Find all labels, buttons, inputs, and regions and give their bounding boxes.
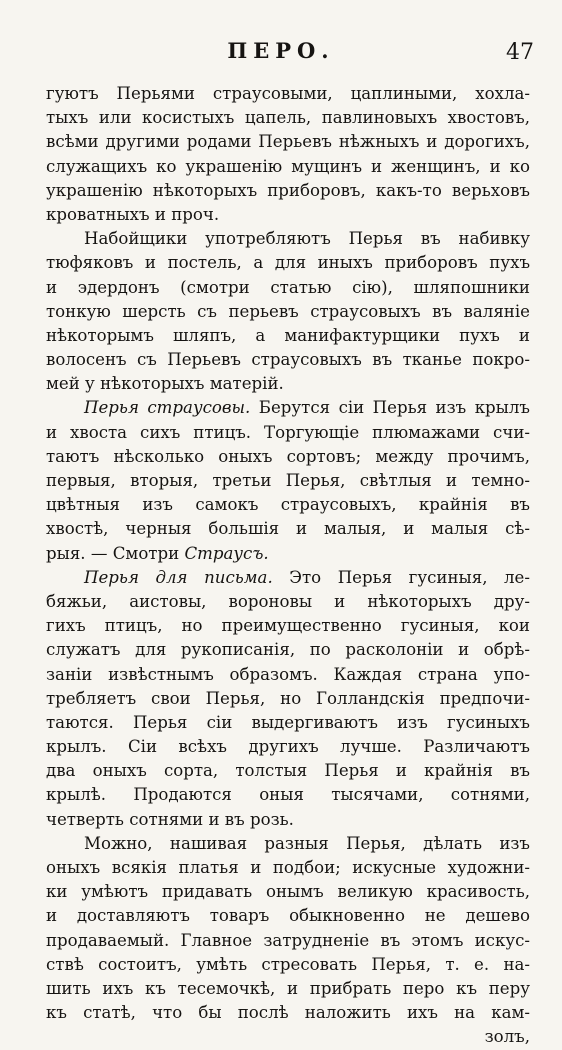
text-line-start: рыя. — Смотри bbox=[46, 543, 180, 563]
text-line: и доставляютъ товаръ обыкновенно не дешево bbox=[46, 906, 530, 926]
text-line: гихъ птицъ, но преимущественно гусиныя, кои bbox=[46, 616, 530, 636]
text-line: всѣми другими родами Перьевъ нѣжныхъ и дорогихъ, bbox=[46, 132, 530, 152]
text-line: шить ихъ къ тесемочкѣ, и прибрать перо къ перу bbox=[46, 978, 530, 998]
text-line: и эдердонъ (смотри статью сію), шляпошники bbox=[46, 277, 530, 297]
text-line: гуютъ Перьями страусовыми, цаплиными, хохла- bbox=[46, 84, 530, 103]
rubric-ostrich-feathers: Перья страусовы. bbox=[84, 398, 251, 418]
text-line: бяжьи, аистовы, вороновы и нѣкоторыхъ дру- bbox=[46, 591, 530, 611]
text-line: четверть сотнями и въ розь. bbox=[46, 809, 294, 829]
text-line: таются. Перья сіи выдергиваютъ изъ гусиныхъ bbox=[46, 712, 530, 732]
text-line: тыхъ или косистыхъ цапель, павлиновыхъ хвостовъ, bbox=[46, 108, 530, 128]
text-line: оныхъ всякія платья и подбои; искусные художни- bbox=[46, 858, 530, 877]
text-line-rest: Это Перья гусиныя, ле- bbox=[289, 567, 530, 587]
text-line: волосенъ съ Перьевъ страусовыхъ въ тканье покро- bbox=[46, 350, 530, 370]
text-line: служащихъ ко украшенію мущинъ и женщинъ, и ко bbox=[46, 156, 530, 176]
text-line-with-rubric bbox=[46, 396, 530, 420]
catchword: золъ, bbox=[484, 1027, 530, 1047]
body-text bbox=[46, 82, 530, 1050]
text-line: украшенію нѣкоторыхъ приборовъ, какъ-то верьховъ bbox=[46, 180, 530, 200]
running-title: ПЕРО. bbox=[227, 38, 335, 63]
text-line: ствѣ состоитъ, умѣть стресовать Перья, т. е. на- bbox=[46, 954, 530, 974]
text-line: крылъ. Сіи всѣхъ другихъ лучше. Различаютъ bbox=[46, 737, 530, 757]
text-line: Можно, нашивая разныя Перья, дѣлать изъ bbox=[84, 833, 530, 853]
text-line: заніи извѣстнымъ образомъ. Каждая страна упо- bbox=[46, 664, 530, 684]
text-line-with-rubric bbox=[46, 566, 530, 590]
running-head bbox=[0, 32, 562, 72]
text-line: служатъ для рукописанія, по расколоніи и обрѣ- bbox=[46, 640, 530, 660]
text-line: цвѣтныя изъ самокъ страусовыхъ, крайнія въ bbox=[46, 495, 530, 515]
text-line: Набойщики употребляютъ Перья въ набивку bbox=[84, 229, 530, 249]
page-number: 47 bbox=[506, 40, 534, 65]
text-line: крылѣ. Продаются оныя тысячами, сотнями, bbox=[46, 785, 530, 805]
text-line: ки умѣютъ придавать онымъ великую красивость, bbox=[46, 882, 530, 902]
text-line: къ статѣ, что бы послѣ наложить ихъ на кам- bbox=[46, 1003, 530, 1023]
rubric-writing-feathers: Перья для письма. bbox=[84, 567, 273, 587]
text-line: хвостѣ, черныя большія и малыя, и малыя сѣ- bbox=[46, 519, 530, 539]
text-line: первыя, вторыя, третьи Перья, свѣтлыя и темно- bbox=[46, 471, 530, 490]
text-line: тонкую шерсть съ перьевъ страусовыхъ въ валяніе bbox=[46, 301, 530, 321]
text-line: требляетъ свои Перья, но Голландскія предпочи- bbox=[46, 688, 530, 708]
crossref-ostrich: Страусъ. bbox=[184, 543, 269, 563]
text-line-rest: Берутся сіи Перья изъ крылъ bbox=[258, 398, 530, 418]
text-line: и хвоста сихъ птицъ. Торгующіе плюмажами счи- bbox=[46, 422, 530, 442]
text-line: тюфяковъ и постель, а для иныхъ приборовъ пухъ bbox=[46, 253, 530, 273]
text-line: мей у нѣкоторыхъ матерій. bbox=[46, 374, 284, 394]
text-line-with-crossref bbox=[46, 542, 530, 566]
text-line: нѣкоторымъ шляпъ, а манифактурщики пухъ и bbox=[46, 325, 530, 345]
text-line: продаваемый. Главное затрудненіе въ этомъ искус- bbox=[46, 930, 530, 950]
text-line: таютъ нѣсколько оныхъ сортовъ; между прочимъ, bbox=[46, 446, 530, 466]
text-line: кроватныхъ и проч. bbox=[46, 204, 220, 224]
text-line: два оныхъ сорта, толстыя Перья и крайнія въ bbox=[46, 761, 530, 781]
